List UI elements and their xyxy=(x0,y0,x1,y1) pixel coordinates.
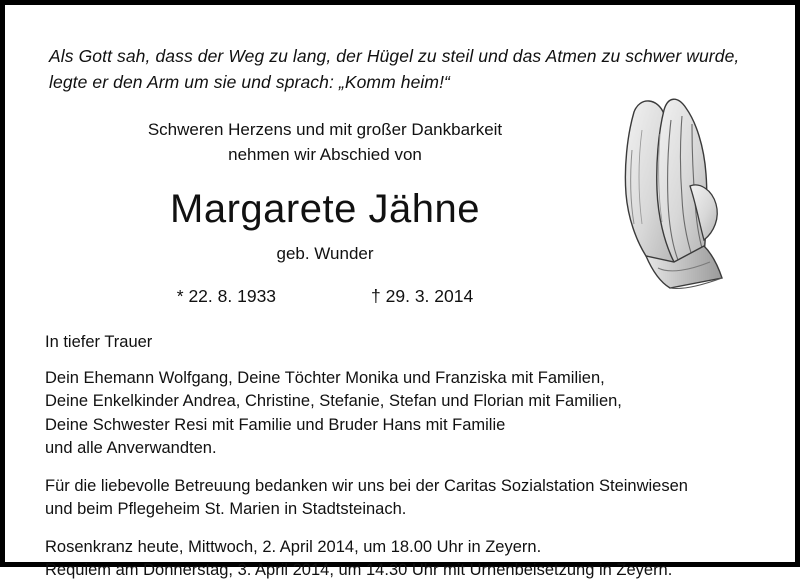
mourners-block xyxy=(45,331,755,461)
mourner-line: Deine Enkelkinder Andrea, Christine, Stefanie, Stefan und Florian mit Familien, xyxy=(45,392,622,410)
service-line: Requiem am Donnerstag, 3. April 2014, um 14.30 Uhr mit Urnenbeisetzung in Zeyern. xyxy=(45,561,673,579)
epitaph-line-1: Als Gott sah, dass der Weg zu lang, der Hügel zu steil und das Atmen zu schwer wurde, xyxy=(49,46,740,66)
notice-body xyxy=(45,331,755,583)
mourning-intro: In tiefer Trauer xyxy=(45,333,153,351)
mourner-line: Deine Schwester Resi mit Familie und Bruder Hans mit Familie xyxy=(45,415,506,434)
announcement-line-1: Schweren Herzens und mit großer Dankbarkeit xyxy=(147,120,503,139)
announcement-line-2: nehmen wir Abschied von xyxy=(228,145,422,164)
deceased-name: Margarete Jähne xyxy=(170,187,480,231)
epitaph xyxy=(49,43,755,95)
thanks-line: und beim Pflegeheim St. Marien in Stadtsteinach. xyxy=(45,500,407,518)
epitaph-line-2: legte er den Arm um sie und sprach: „Komm heim!“ xyxy=(49,72,450,92)
services-block xyxy=(45,536,755,583)
birth-date: * 22. 8. 1933 xyxy=(176,286,277,306)
mourner-line: und alle Anverwandten. xyxy=(45,439,217,457)
thanks-block xyxy=(45,475,755,522)
thanks-line: Für die liebevolle Betreuung bedanken wir uns bei der Caritas Sozialstation Steinwiesen xyxy=(45,476,688,495)
service-line: Rosenkranz heute, Mittwoch, 2. April 2014, um 18.00 Uhr in Zeyern. xyxy=(45,537,542,556)
maiden-name: geb. Wunder xyxy=(276,244,374,263)
mourner-line: Dein Ehemann Wolfgang, Deine Töchter Monika und Franziska mit Familien, xyxy=(45,368,605,387)
death-date: † 29. 3. 2014 xyxy=(371,286,474,306)
praying-hands-icon xyxy=(572,90,747,290)
